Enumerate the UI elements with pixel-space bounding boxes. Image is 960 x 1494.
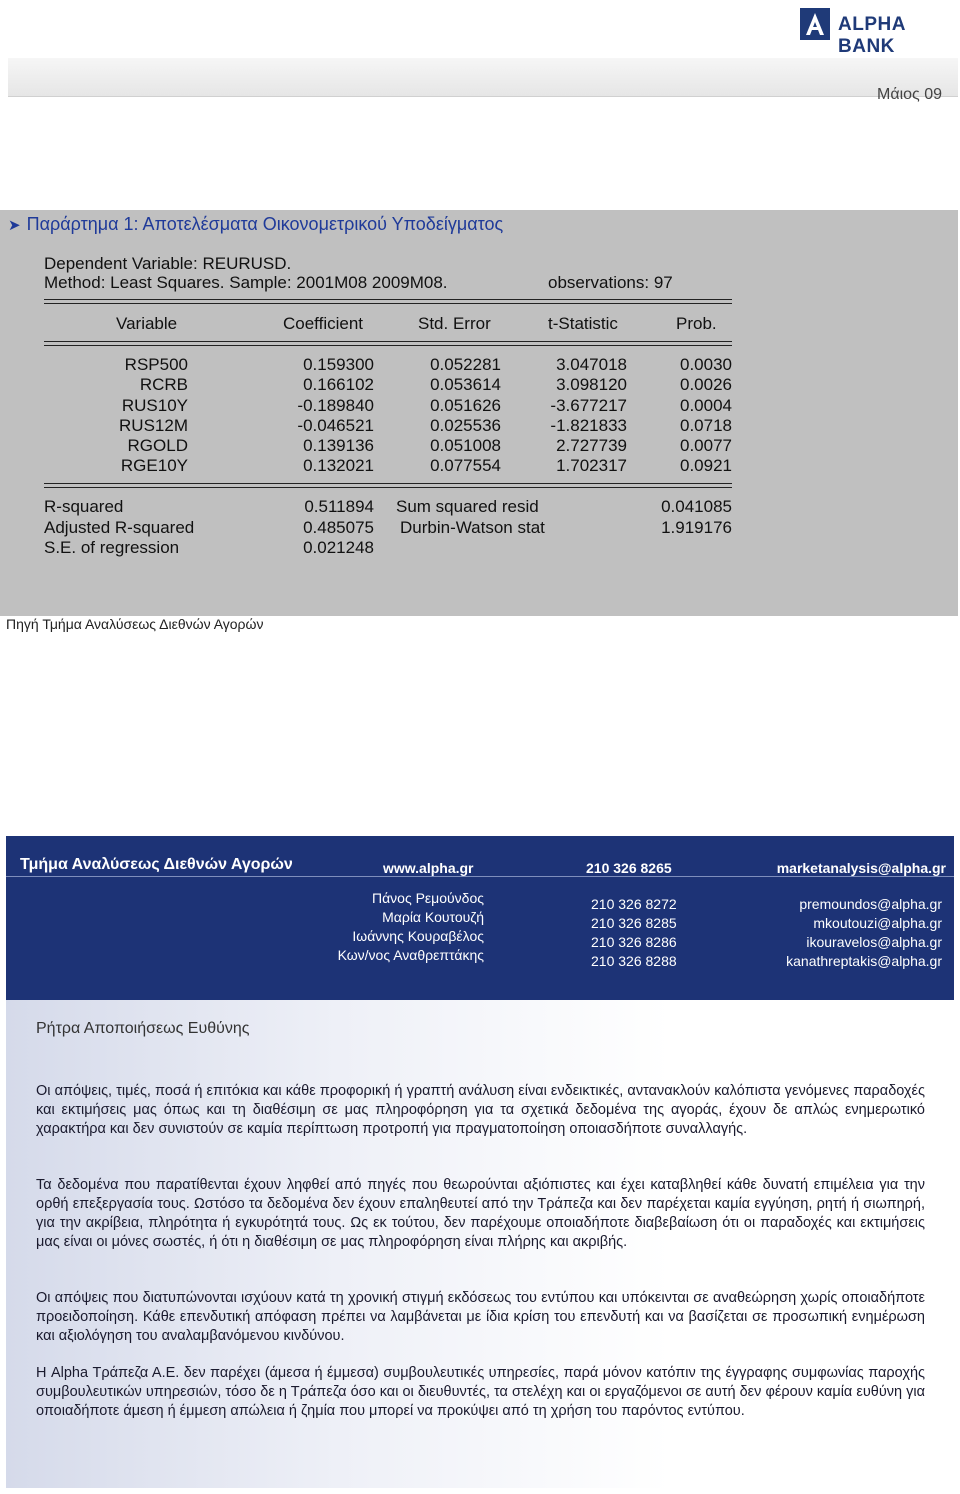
variable-cell: RGE10Y (120, 456, 188, 475)
table-row (0, 396, 960, 418)
tstat-cell: 3.047018 (556, 355, 627, 374)
contact-phone: 210 326 8286 (591, 934, 677, 950)
std-error-cell: 0.053614 (430, 375, 501, 394)
contact-email-link[interactable]: premoundos@alpha.gr (799, 896, 942, 912)
contact-phone: 210 326 8272 (591, 896, 677, 912)
coefficient-cell: -0.046521 (297, 416, 374, 435)
col-prob: Prob. (676, 314, 717, 333)
bank-name: ALPHA BANK (838, 14, 906, 57)
observations: observations: 97 (548, 273, 673, 292)
contact-email-link[interactable]: kanathreptakis@alpha.gr (786, 953, 942, 969)
std-error-cell: 0.051626 (430, 396, 501, 415)
alpha-logo-icon (800, 8, 830, 40)
coefficient-cell: 0.139136 (303, 436, 374, 455)
prob-cell: 0.0921 (680, 456, 732, 475)
method-line: Method: Least Squares. Sample: 2001M08 2009M08. (44, 273, 448, 292)
appendix-title-text: Παράρτημα 1: Αποτελέσματα Οικονομετρικού Υποδείγματος (26, 214, 504, 234)
tstat-cell: 3.098120 (556, 375, 627, 394)
table-header-rule (44, 341, 732, 346)
contact-name: Ιωάννης Κουραβέλος (352, 928, 484, 944)
col-std-error: Std. Error (418, 314, 491, 333)
report-date: Μάιος 09 (877, 86, 942, 103)
ssr-label: Sum squared resid (396, 497, 539, 516)
tstat-cell: -3.677217 (550, 396, 627, 415)
disclaimer-paragraph: Οι απόψεις, τιμές, ποσά ή επιτόκια και κάθε προφορική ή γραπτή ανάλυση είναι ενδεικτικές, αντανακλούν καλόπιστα γενόμενες παραδοχές και εκτιμήσεις μας όπως και τη διαθέσιμη σε μας πληροφόρηση για τα σχετικά δεδομένα της αγοράς, έχουν δε απλώς ενημερωτικό χαρακτήρα και δεν συνιστούν σε καμία περίπτωση προτροπή για πραγματοποίηση οποιασδήποτε συναλλαγής. (36, 1083, 925, 1137)
ssr-value: 0.041085 (661, 497, 732, 516)
prob-cell: 0.0077 (680, 436, 732, 455)
table-row (0, 355, 960, 377)
contact-phone: 210 326 8288 (591, 953, 677, 969)
disclaimer-paragraph: Η Alpha Τράπεζα Α.Ε. δεν παρέχει (άμεσα ή έμμεσα) συμβουλευτικές υπηρεσίες, παρά μόνον κατόπιν της έγγραφης συμφωνίας παροχής συμβουλευτικών υπηρεσιών, τόσο δε η Τράπεζα όσο και οι διευθυντές, τα στελέχη και οι εργαζόμενοι σε αυτή δεν φέρουν καμία ευθύνη για οποιαδήποτε άμεση ή έμμεση απώλεια ή ζημία που μπορεί να προκύψει από τη χρήση του παρόντος εντύπου. (36, 1365, 925, 1419)
bank-logo (800, 8, 958, 57)
contact-email-link[interactable]: mkoutouzi@alpha.gr (813, 915, 942, 931)
disclaimer-paragraph: Οι απόψεις που διατυπώνονται ισχύουν κατά τη χρονική στιγμή εκδόσεως του εντύπου και υπόκεινται σε αναθεώρηση χωρίς οποιαδήποτε προειδοποίηση. Κάθε επενδυτική απόφαση πρέπει να λαμβάνεται με ίδια κρίση του επενδυτή και να βασίζεται σε προσωπική ενημέρωση και αξιολόγηση του αναλαμβανόμενου κινδύνου. (36, 1290, 925, 1344)
r-squared-label: R-squared (44, 497, 124, 516)
adj-r-squared-label: Adjusted R-squared (44, 518, 195, 537)
col-variable: Variable (116, 314, 178, 333)
prob-cell: 0.0004 (680, 396, 732, 415)
table-row (0, 436, 960, 458)
std-error-cell: 0.025536 (430, 416, 501, 435)
source-note: Πηγή Τμήμα Αναλύσεως Διεθνών Αγορών (6, 616, 264, 632)
table-row (0, 456, 960, 478)
std-error-cell: 0.051008 (430, 436, 501, 455)
table-top-rule (44, 299, 732, 304)
disclaimer-paragraph: Τα δεδομένα που παρατίθενται έχουν ληφθεί από πηγές που θεωρούνται αξιόπιστες και έχει καταβληθεί κάθε δυνατή επιμέλεια για την ορθή επεξεργασία τους. Ωστόσο τα δεδομένα δεν έχουν επαληθευτεί από την Τράπεζα και δεν παρέχεται καμία εγγύηση, ρητή ή σιωπηρή, για την ακρίβεια, πληρότητα ή εγκυρότητά τους. Ως εκ τούτου, δεν παρέχουμε οποιαδήποτε διαβεβαίωση ότι οι παραδοχές και εκτιμήσεις μας είναι οι μόνες σωστές, ή ότι η διαθέσιμη σε μας πληροφόρηση είναι πλήρης και ακριβής. (36, 1177, 925, 1250)
std-error-cell: 0.052281 (430, 355, 501, 374)
std-error-cell: 0.077554 (430, 456, 501, 475)
table-bottom-rule (44, 483, 732, 488)
contact-department: Τμήμα Αναλύσεως Διεθνών Αγορών (20, 856, 293, 873)
website-link[interactable]: www.alpha.gr (383, 860, 474, 876)
variable-cell: RGOLD (127, 436, 188, 455)
stats-row (0, 538, 960, 560)
contact-name: Πάνος Ρεμούνδος (371, 890, 484, 906)
dw-label: Durbin-Watson stat (400, 518, 545, 537)
coefficient-cell: 0.159300 (303, 355, 374, 374)
coefficient-cell: 0.166102 (303, 375, 374, 394)
stats-row (0, 518, 960, 540)
variable-cell: RUS12M (119, 416, 188, 435)
disclaimer-title: Ρήτρα Αποποιήσεως Ευθύνης (36, 1020, 250, 1037)
prob-cell: 0.0026 (680, 375, 732, 394)
stats-row (0, 497, 960, 519)
tstat-cell: 2.727739 (556, 436, 627, 455)
table-row (0, 416, 960, 438)
se-value: 0.021248 (303, 538, 374, 557)
dw-value: 1.919176 (661, 518, 732, 537)
contact-name: Μαρία Κουτουζή (382, 909, 484, 925)
contact-email-link[interactable]: ikouravelos@alpha.gr (806, 934, 942, 950)
coefficient-cell: -0.189840 (297, 396, 374, 415)
contact-name: Κων/νος Αναθρεπτάκης (337, 947, 484, 963)
tstat-cell: -1.821833 (550, 416, 627, 435)
se-label: S.E. of regression (44, 538, 180, 557)
table-row (0, 375, 960, 397)
variable-cell: RCRB (139, 375, 188, 394)
adj-r-squared-value: 0.485075 (303, 518, 374, 537)
contact-phone: 210 326 8285 (591, 915, 677, 931)
r-squared-value: 0.511894 (304, 497, 374, 516)
appendix-title (8, 214, 503, 235)
tstat-cell: 1.702317 (556, 456, 627, 475)
header-bar (8, 58, 958, 97)
contact-divider (6, 876, 954, 877)
arrow-bullet-icon: ➤ (8, 217, 21, 234)
coefficient-cell: 0.132021 (303, 456, 374, 475)
main-phone: 210 326 8265 (586, 860, 672, 876)
prob-cell: 0.0718 (680, 416, 732, 435)
prob-cell: 0.0030 (680, 355, 732, 374)
table-header (0, 314, 960, 336)
dependent-variable: Dependent Variable: REURUSD. (44, 254, 292, 273)
col-coefficient: Coefficient (283, 314, 364, 333)
col-t-statistic: t-Statistic (548, 314, 618, 333)
main-email-link[interactable]: marketanalysis@alpha.gr (776, 860, 946, 876)
variable-cell: RSP500 (124, 355, 188, 374)
variable-cell: RUS10Y (121, 396, 188, 415)
